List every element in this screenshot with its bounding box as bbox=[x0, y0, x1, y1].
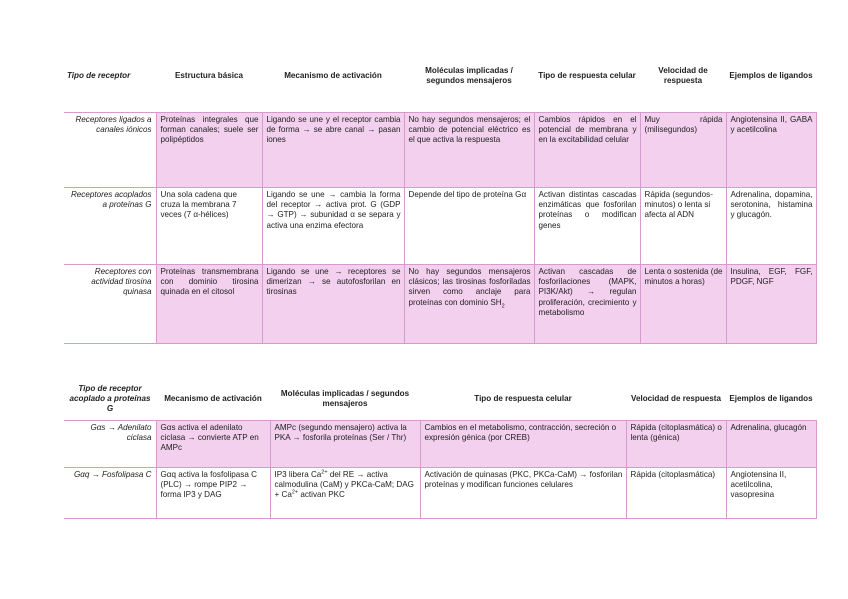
row-examples: Adrenalina, dopamina, serotonina, histamina y glucagón. bbox=[726, 188, 816, 265]
row-molecules bbox=[404, 265, 534, 344]
row-mechanism: Ligando se une y el receptor cambia de forma → se abre canal → pasan iones bbox=[262, 113, 404, 188]
header-examples: Ejemplos de ligandos bbox=[729, 393, 813, 403]
row-receptor-type: Gαs → Adenilato ciclasa bbox=[64, 421, 156, 468]
header-speed: Velocidad de respuesta bbox=[631, 393, 721, 403]
row-speed: Rápida (citoplasmática) o lenta (génica) bbox=[626, 421, 726, 468]
row-receptor-type: Receptores acoplados a proteínas G bbox=[64, 188, 156, 265]
header-response: Tipo de respuesta celular bbox=[538, 70, 636, 80]
row-mechanism: Gαs activa el adenilato ciclasa → convierte ATP en AMPc bbox=[156, 421, 270, 468]
molecules-text-b: del RE → activa calmodulina (CaM) y PKCa-CaM; DAG + Ca bbox=[274, 470, 414, 500]
row-response: Activación de quinasas (PKC, PKCa-CaM) → fosforilan proteínas y modifican funciones celulares bbox=[420, 468, 626, 519]
row-receptor-type: Receptores ligados a canales iónicos bbox=[64, 113, 156, 188]
table-header-row bbox=[64, 378, 816, 421]
row-examples: Angiotensina II, GABA y acetilcolina bbox=[726, 113, 816, 188]
row-response: Activan cascadas de fosforilaciones (MAPK, PI3K/Akt) → regulan proliferación, crecimiento y metabolismo bbox=[534, 265, 640, 344]
row-response: Cambios en el metabolismo, contracción, secreción o expresión génica (por CREB) bbox=[420, 421, 626, 468]
header-speed: Velocidad de respuesta bbox=[658, 65, 708, 85]
row-mechanism: Ligando se une → cambia la forma del receptor → activa prot. G (GDP → GTP) → subunidad α se separa y activa una enzima efectora bbox=[262, 188, 404, 265]
header-mechanism: Mecanismo de activación bbox=[284, 70, 382, 80]
molecules-text-a: IP3 libera Ca bbox=[274, 470, 322, 479]
table-row bbox=[64, 113, 816, 188]
row-structure: Una sola cadena que cruza la membrana 7 veces (7 α-hélices) bbox=[156, 188, 262, 265]
header-receptor-type: Tipo de receptor acoplado a proteínas G bbox=[69, 383, 151, 414]
row-response: Cambios rápidos en el potencial de membrana y en la excitabilidad celular bbox=[534, 113, 640, 188]
row-mechanism: Gαq activa la fosfolipasa C (PLC) → rompe PIP2 → forma IP3 y DAG bbox=[156, 468, 270, 519]
header-molecules: Moléculas implicadas / segundos mensajeros bbox=[280, 388, 410, 408]
header-structure: Estructura básica bbox=[175, 70, 243, 80]
row-speed: Rápida (citoplasmática) bbox=[626, 468, 726, 519]
subscript-2: 2 bbox=[501, 303, 505, 310]
row-molecules: No hay segundos mensajeros; el cambio de potencial eléctrico es el que activa la respuesta bbox=[404, 113, 534, 188]
superscript-charge: 2+ bbox=[321, 469, 328, 476]
header-mechanism: Mecanismo de activación bbox=[164, 393, 262, 403]
row-examples: Adrenalina, glucagón bbox=[726, 421, 816, 468]
table-header-row bbox=[64, 60, 816, 92]
spacer-row bbox=[64, 92, 816, 113]
row-speed: Lenta o sostenida (de minutos a horas) bbox=[640, 265, 726, 344]
row-mechanism: Ligando se une → receptores se dimerizan → se autofosforilan en tirosinas bbox=[262, 265, 404, 344]
row-speed: Rápida (segundos-minutos) o lenta si afecta al ADN bbox=[640, 188, 726, 265]
table-row bbox=[64, 265, 816, 344]
row-molecules bbox=[270, 468, 420, 519]
row-molecules: Depende del tipo de proteína Gα bbox=[404, 188, 534, 265]
molecules-text: No hay segundos mensajeros clásicos; las tirosinas fosforiladas sirven como anclaje para proteínas con dominio SH bbox=[408, 267, 531, 307]
table-row bbox=[64, 421, 816, 468]
superscript-charge: 2+ bbox=[291, 489, 299, 496]
row-examples: Insulina, EGF, FGF, PDGF, NGF bbox=[726, 265, 816, 344]
row-speed: Muy rápida (milisegundos) bbox=[640, 113, 726, 188]
row-examples: Angiotensina II, acetilcolina, vasopresina bbox=[726, 468, 816, 519]
row-structure: Proteínas integrales que forman canales; suele ser polipéptidos bbox=[156, 113, 262, 188]
table-row bbox=[64, 188, 816, 265]
header-examples: Ejemplos de ligandos bbox=[729, 70, 813, 80]
header-molecules: Moléculas implicadas / segundos mensajeros bbox=[425, 65, 513, 85]
header-response: Tipo de respuesta celular bbox=[474, 393, 572, 403]
row-structure: Proteínas transmembrana con dominio tirosina quinada en el citosol bbox=[156, 265, 262, 344]
molecules-text-c: activan PKC bbox=[298, 490, 345, 500]
table-row bbox=[64, 468, 816, 519]
receptor-types-table bbox=[64, 60, 817, 344]
header-receptor-type: Tipo de receptor bbox=[67, 70, 131, 80]
row-response: Activan distintas cascadas enzimáticas que fosforilan proteínas o modifican genes bbox=[534, 188, 640, 265]
row-receptor-type: Gαq → Fosfolipasa C bbox=[64, 468, 156, 519]
row-receptor-type: Receptores con actividad tirosina quinasa bbox=[64, 265, 156, 344]
g-protein-types-table bbox=[64, 378, 817, 519]
row-molecules: AMPc (segundo mensajero) activa la PKA → fosforila proteínas (Ser / Thr) bbox=[270, 421, 420, 468]
